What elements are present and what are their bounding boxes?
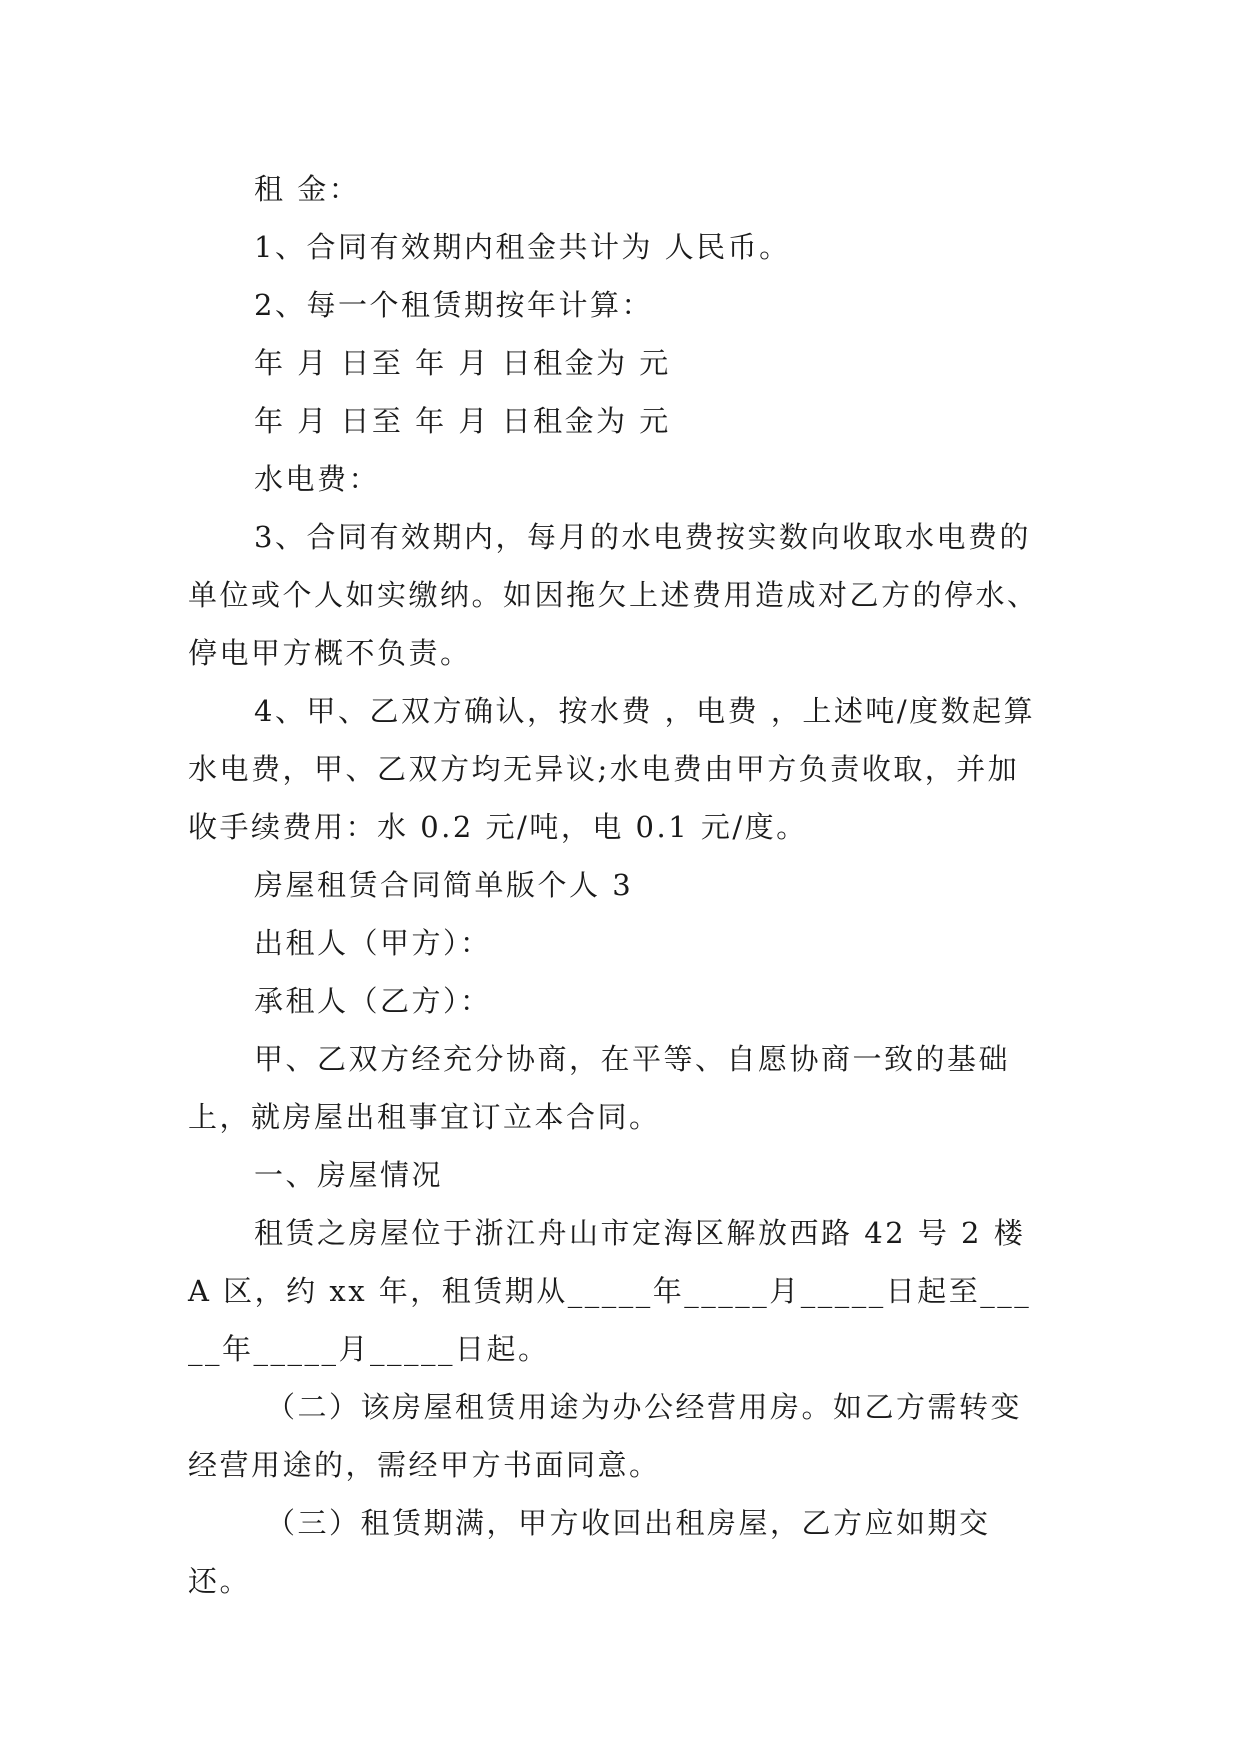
section-heading-property: 一、房屋情况	[254, 1158, 444, 1192]
clause-2: 2、每一个租赁期按年计算：	[254, 288, 653, 322]
clause-usage: （二）该房屋租赁用途为办公经营用房。如乙方需转变经营用途的，需经甲方书面同意。	[188, 1390, 1023, 1482]
preamble: 甲、乙双方经充分协商，在平等、自愿协商一致的基础上，就房屋出租事宜订立本合同。	[188, 1042, 1011, 1134]
clause-3: 3、合同有效期内，每月的水电费按实数向收取水电费的单位或个人如实缴纳。如因拖欠上述费用造成对乙方的停水、停电甲方概不负责。	[188, 520, 1039, 670]
section-heading-utilities: 水电费：	[254, 462, 381, 496]
contract-title: 房屋租赁合同简单版个人 3	[254, 868, 634, 902]
lessor-line: 出租人（甲方）：	[254, 926, 492, 960]
clause-expiry: （三）租赁期满，甲方收回出租房屋，乙方应如期交还。	[188, 1506, 991, 1598]
section-heading-rent: 租 金：	[254, 172, 361, 206]
clause-1: 1、合同有效期内租金共计为 人民币。	[254, 230, 791, 264]
rent-period-line-2: 年 月 日至 年 月 日租金为 元	[254, 404, 671, 438]
document-body	[188, 160, 1048, 1610]
clause-4: 4、甲、乙双方确认，按水费 ，电费 ，上述吨/度数起算水电费，甲、乙双方均无异议;水电费由甲方负责收取，并加收手续费用：水 0.2 元/吨，电 0.1 元/度。	[188, 694, 1036, 844]
lessee-line: 承租人（乙方）：	[254, 984, 492, 1018]
rent-period-line-1: 年 月 日至 年 月 日租金为 元	[254, 346, 671, 380]
property-location: 租赁之房屋位于浙江舟山市定海区解放西路 42 号 2 楼 A 区，约 xx 年，租赁期从_____年_____月_____日起至_____年_____月_____日起。	[188, 1216, 1032, 1366]
